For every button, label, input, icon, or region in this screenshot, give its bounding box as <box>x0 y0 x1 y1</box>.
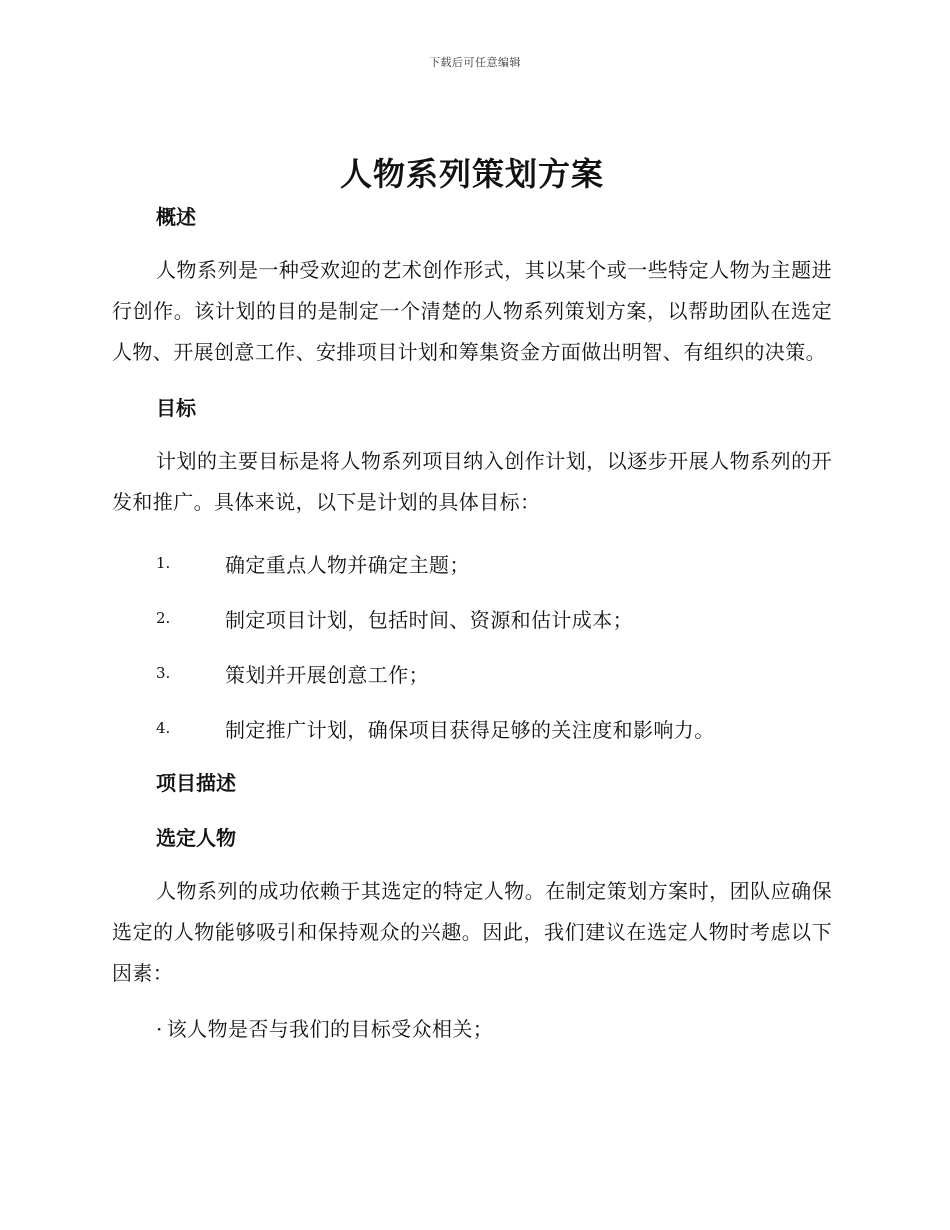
section-heading-project: 项目描述 <box>156 771 236 795</box>
section-heading-selection: 选定人物 <box>156 826 236 850</box>
bullet-text: 该人物是否与我们的目标受众相关； <box>166 1017 494 1041</box>
selection-bullet-item <box>112 1014 832 1044</box>
goal-list-item <box>112 603 832 633</box>
list-number: 2. <box>156 609 171 627</box>
selection-paragraph: 人物系列的成功依赖于其选定的特定人物。在制定策划方案时，团队应确保选定的人物能够吸引和保持观众的兴趣。因此，我们建议在选定人物时考虑以下因素： <box>112 879 832 985</box>
list-number: 1. <box>156 554 171 572</box>
list-text: 制定项目计划，包括时间、资源和估计成本； <box>225 607 633 632</box>
overview-paragraph: 人物系列是一种受欢迎的艺术创作形式，其以某个或一些特定人物为主题进行创作。该计划的目的是制定一个清楚的人物系列策划方案，以帮助团队在选定人物、开展创意工作、安排项目计划和筹集资金方面做出明智、有组织的决策。 <box>112 258 832 364</box>
list-text: 确定重点人物并确定主题； <box>225 552 470 577</box>
section-heading-goals: 目标 <box>156 396 196 420</box>
document-title: 人物系列策划方案 <box>339 155 604 193</box>
goal-list-item <box>112 713 832 743</box>
goal-list-item <box>112 548 832 578</box>
goal-list-item <box>112 658 832 688</box>
section-heading-overview: 概述 <box>156 205 196 229</box>
list-number: 3. <box>156 664 171 682</box>
list-text: 制定推广计划，确保项目获得足够的关注度和影响力。 <box>225 717 715 742</box>
goals-paragraph: 计划的主要目标是将人物系列项目纳入创作计划，以逐步开展人物系列的开发和推广。具体来说，以下是计划的具体目标： <box>112 449 832 514</box>
list-text: 策划并开展创意工作； <box>225 662 429 687</box>
document-body <box>112 150 832 1044</box>
list-number: 4. <box>156 719 171 737</box>
header-note: 下载后可任意编辑 <box>429 56 521 69</box>
bullet-marker: · <box>156 1017 163 1041</box>
